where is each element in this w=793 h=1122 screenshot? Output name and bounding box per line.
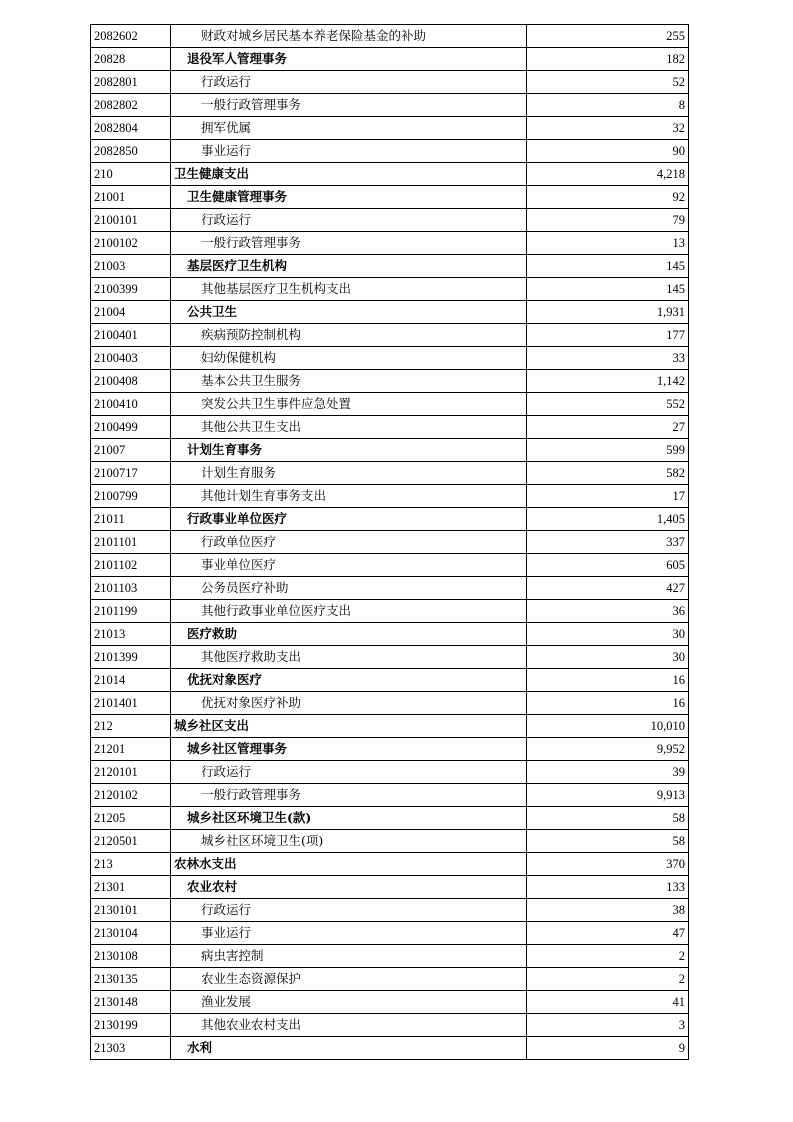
table-row [91, 991, 689, 1014]
subject-name-cell: 基层医疗卫生机构 [171, 255, 527, 278]
table-row [91, 163, 689, 186]
subject-code-cell: 2100401 [91, 324, 171, 347]
subject-name-cell: 其他计划生育事务支出 [171, 485, 527, 508]
subject-code-cell: 2082802 [91, 94, 171, 117]
amount-cell: 255 [527, 25, 689, 48]
subject-name-cell: 公务员医疗补助 [171, 577, 527, 600]
table-row [91, 784, 689, 807]
amount-cell: 52 [527, 71, 689, 94]
subject-code-cell: 2130135 [91, 968, 171, 991]
table-row [91, 94, 689, 117]
subject-name-cell: 行政事业单位医疗 [171, 508, 527, 531]
subject-name-cell: 渔业发展 [171, 991, 527, 1014]
subject-code-cell: 21004 [91, 301, 171, 324]
amount-cell: 3 [527, 1014, 689, 1037]
subject-code-cell: 21011 [91, 508, 171, 531]
subject-name-cell: 优抚对象医疗 [171, 669, 527, 692]
amount-cell: 145 [527, 255, 689, 278]
amount-cell: 27 [527, 416, 689, 439]
table-row [91, 577, 689, 600]
table-row [91, 853, 689, 876]
table-row [91, 669, 689, 692]
table-row [91, 232, 689, 255]
amount-cell: 30 [527, 646, 689, 669]
subject-code-cell: 2100102 [91, 232, 171, 255]
table-row [91, 186, 689, 209]
amount-cell: 36 [527, 600, 689, 623]
table-row [91, 485, 689, 508]
subject-code-cell: 21007 [91, 439, 171, 462]
subject-name-cell: 卫生健康支出 [171, 163, 527, 186]
subject-name-cell: 妇幼保健机构 [171, 347, 527, 370]
table-row [91, 623, 689, 646]
subject-code-cell: 21303 [91, 1037, 171, 1060]
subject-name-cell: 农业农村 [171, 876, 527, 899]
subject-name-cell: 行政运行 [171, 899, 527, 922]
subject-name-cell: 拥军优属 [171, 117, 527, 140]
table-row [91, 922, 689, 945]
subject-name-cell: 优抚对象医疗补助 [171, 692, 527, 715]
amount-cell: 1,405 [527, 508, 689, 531]
subject-name-cell: 城乡社区环境卫生(项) [171, 830, 527, 853]
subject-code-cell: 210 [91, 163, 171, 186]
amount-cell: 605 [527, 554, 689, 577]
subject-code-cell: 2100499 [91, 416, 171, 439]
subject-name-cell: 事业运行 [171, 922, 527, 945]
amount-cell: 32 [527, 117, 689, 140]
budget-expenditure-table [90, 24, 689, 1060]
subject-code-cell: 2082602 [91, 25, 171, 48]
subject-code-cell: 2101101 [91, 531, 171, 554]
subject-name-cell: 农业生态资源保护 [171, 968, 527, 991]
amount-cell: 182 [527, 48, 689, 71]
amount-cell: 1,931 [527, 301, 689, 324]
amount-cell: 370 [527, 853, 689, 876]
table-row [91, 508, 689, 531]
subject-code-cell: 2130108 [91, 945, 171, 968]
subject-code-cell: 2100410 [91, 393, 171, 416]
table-row [91, 761, 689, 784]
table-row [91, 600, 689, 623]
table-row [91, 830, 689, 853]
subject-name-cell: 其他医疗救助支出 [171, 646, 527, 669]
subject-code-cell: 21003 [91, 255, 171, 278]
subject-code-cell: 213 [91, 853, 171, 876]
subject-name-cell: 城乡社区支出 [171, 715, 527, 738]
subject-name-cell: 事业运行 [171, 140, 527, 163]
amount-cell: 9,952 [527, 738, 689, 761]
table-row [91, 439, 689, 462]
subject-code-cell: 2101401 [91, 692, 171, 715]
amount-cell: 92 [527, 186, 689, 209]
amount-cell: 30 [527, 623, 689, 646]
subject-name-cell: 基本公共卫生服务 [171, 370, 527, 393]
subject-name-cell: 突发公共卫生事件应急处置 [171, 393, 527, 416]
table-row [91, 462, 689, 485]
subject-name-cell: 公共卫生 [171, 301, 527, 324]
subject-code-cell: 21001 [91, 186, 171, 209]
table-row [91, 1037, 689, 1060]
amount-cell: 47 [527, 922, 689, 945]
amount-cell: 582 [527, 462, 689, 485]
amount-cell: 58 [527, 807, 689, 830]
amount-cell: 9,913 [527, 784, 689, 807]
table-row [91, 807, 689, 830]
table-row [91, 1014, 689, 1037]
amount-cell: 599 [527, 439, 689, 462]
table-row [91, 48, 689, 71]
table-row [91, 968, 689, 991]
subject-name-cell: 其他基层医疗卫生机构支出 [171, 278, 527, 301]
subject-code-cell: 2100799 [91, 485, 171, 508]
table-row [91, 393, 689, 416]
subject-code-cell: 21014 [91, 669, 171, 692]
subject-name-cell: 其他农业农村支出 [171, 1014, 527, 1037]
amount-cell: 2 [527, 945, 689, 968]
subject-code-cell: 2130199 [91, 1014, 171, 1037]
table-row [91, 347, 689, 370]
subject-code-cell: 21201 [91, 738, 171, 761]
table-row [91, 255, 689, 278]
table-row [91, 140, 689, 163]
subject-name-cell: 计划生育事务 [171, 439, 527, 462]
subject-code-cell: 2100403 [91, 347, 171, 370]
amount-cell: 8 [527, 94, 689, 117]
subject-code-cell: 2120102 [91, 784, 171, 807]
amount-cell: 4,218 [527, 163, 689, 186]
subject-name-cell: 其他公共卫生支出 [171, 416, 527, 439]
table-row [91, 692, 689, 715]
subject-code-cell: 21013 [91, 623, 171, 646]
table-row [91, 25, 689, 48]
table-row [91, 945, 689, 968]
table-row [91, 715, 689, 738]
subject-code-cell: 2120501 [91, 830, 171, 853]
subject-code-cell: 21301 [91, 876, 171, 899]
subject-name-cell: 行政运行 [171, 71, 527, 94]
table-row [91, 899, 689, 922]
table-row [91, 646, 689, 669]
subject-name-cell: 事业单位医疗 [171, 554, 527, 577]
amount-cell: 133 [527, 876, 689, 899]
table-row [91, 71, 689, 94]
subject-name-cell: 行政运行 [171, 209, 527, 232]
subject-name-cell: 病虫害控制 [171, 945, 527, 968]
subject-code-cell: 2100399 [91, 278, 171, 301]
subject-code-cell: 2130104 [91, 922, 171, 945]
table-row [91, 209, 689, 232]
amount-cell: 79 [527, 209, 689, 232]
amount-cell: 9 [527, 1037, 689, 1060]
subject-name-cell: 一般行政管理事务 [171, 94, 527, 117]
subject-code-cell: 2100717 [91, 462, 171, 485]
table-row [91, 301, 689, 324]
subject-code-cell: 2082850 [91, 140, 171, 163]
amount-cell: 552 [527, 393, 689, 416]
amount-cell: 38 [527, 899, 689, 922]
subject-name-cell: 退役军人管理事务 [171, 48, 527, 71]
amount-cell: 1,142 [527, 370, 689, 393]
amount-cell: 427 [527, 577, 689, 600]
table-row [91, 554, 689, 577]
subject-code-cell: 2100408 [91, 370, 171, 393]
subject-name-cell: 农林水支出 [171, 853, 527, 876]
subject-code-cell: 2130148 [91, 991, 171, 1014]
amount-cell: 41 [527, 991, 689, 1014]
subject-name-cell: 行政单位医疗 [171, 531, 527, 554]
table-row [91, 876, 689, 899]
subject-code-cell: 20828 [91, 48, 171, 71]
subject-code-cell: 2101399 [91, 646, 171, 669]
subject-name-cell: 一般行政管理事务 [171, 784, 527, 807]
subject-code-cell: 2082804 [91, 117, 171, 140]
subject-name-cell: 城乡社区环境卫生(款) [171, 807, 527, 830]
subject-name-cell: 计划生育服务 [171, 462, 527, 485]
table-body [91, 25, 689, 1060]
amount-cell: 16 [527, 692, 689, 715]
subject-name-cell: 卫生健康管理事务 [171, 186, 527, 209]
subject-name-cell: 其他行政事业单位医疗支出 [171, 600, 527, 623]
subject-name-cell: 财政对城乡居民基本养老保险基金的补助 [171, 25, 527, 48]
subject-code-cell: 2130101 [91, 899, 171, 922]
subject-name-cell: 一般行政管理事务 [171, 232, 527, 255]
amount-cell: 90 [527, 140, 689, 163]
subject-code-cell: 2101102 [91, 554, 171, 577]
amount-cell: 337 [527, 531, 689, 554]
table-row [91, 416, 689, 439]
subject-name-cell: 行政运行 [171, 761, 527, 784]
subject-name-cell: 医疗救助 [171, 623, 527, 646]
subject-code-cell: 2082801 [91, 71, 171, 94]
subject-name-cell: 城乡社区管理事务 [171, 738, 527, 761]
table-row [91, 738, 689, 761]
amount-cell: 145 [527, 278, 689, 301]
subject-code-cell: 212 [91, 715, 171, 738]
subject-code-cell: 2120101 [91, 761, 171, 784]
amount-cell: 58 [527, 830, 689, 853]
table-row [91, 370, 689, 393]
amount-cell: 13 [527, 232, 689, 255]
amount-cell: 177 [527, 324, 689, 347]
amount-cell: 2 [527, 968, 689, 991]
subject-name-cell: 疾病预防控制机构 [171, 324, 527, 347]
table-row [91, 278, 689, 301]
subject-code-cell: 21205 [91, 807, 171, 830]
subject-code-cell: 2100101 [91, 209, 171, 232]
table-row [91, 117, 689, 140]
table-row [91, 324, 689, 347]
subject-name-cell: 水利 [171, 1037, 527, 1060]
subject-code-cell: 2101103 [91, 577, 171, 600]
amount-cell: 39 [527, 761, 689, 784]
subject-code-cell: 2101199 [91, 600, 171, 623]
amount-cell: 16 [527, 669, 689, 692]
amount-cell: 33 [527, 347, 689, 370]
amount-cell: 10,010 [527, 715, 689, 738]
table-row [91, 531, 689, 554]
amount-cell: 17 [527, 485, 689, 508]
